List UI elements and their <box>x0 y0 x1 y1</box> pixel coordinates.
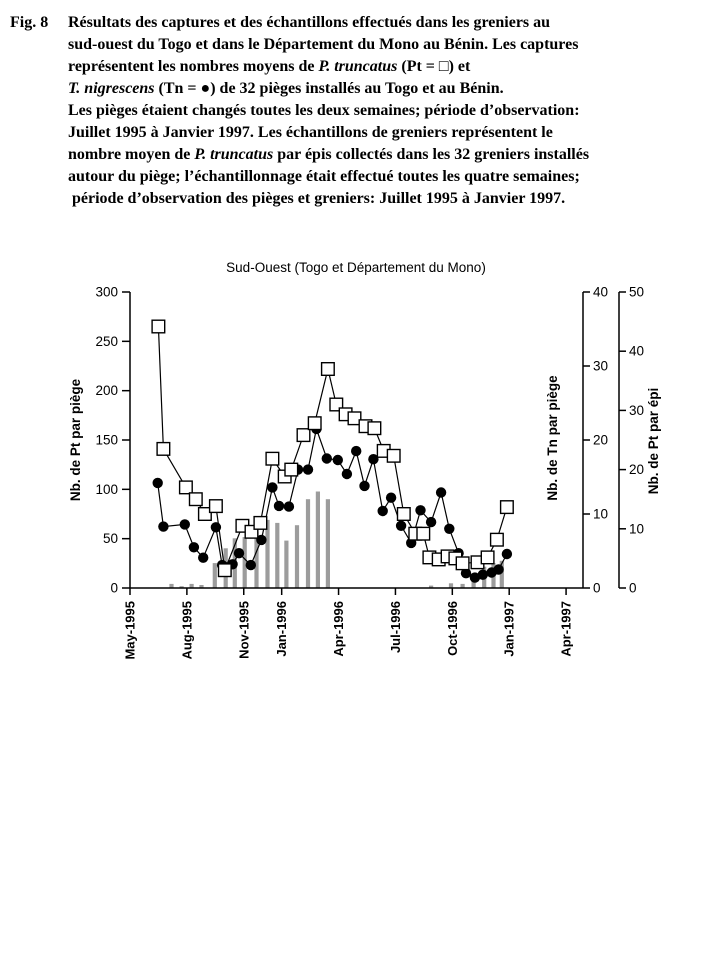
tn-point <box>493 564 503 574</box>
tn-point <box>274 501 284 511</box>
tn-point <box>378 506 388 516</box>
epi-axis-tick-label: 0 <box>629 580 637 596</box>
tn-point <box>342 469 352 479</box>
bar-pt-par-epi <box>243 537 247 588</box>
x-axis-tick-label: Jan-1996 <box>274 601 290 657</box>
caption-line: autour du piège; l’échantillonnage était effectué toutes les quatre semaines; <box>68 168 580 185</box>
pt-point <box>190 493 203 506</box>
pt-point <box>456 557 469 570</box>
tn-point <box>303 464 313 474</box>
tn-point <box>267 482 277 492</box>
bar-pt-par-epi <box>265 520 269 588</box>
bar-pt-par-epi <box>326 499 330 588</box>
caption-line: sud-ouest du Togo et dans le Département du Mono au Bénin. Les captures <box>68 36 579 53</box>
pt-point <box>210 500 223 513</box>
x-axis-tick-label: Oct-1996 <box>444 601 460 656</box>
epi-axis-tick-label: 10 <box>629 521 645 537</box>
tn-point <box>444 524 454 534</box>
x-axis-tick-label: Jul-1996 <box>387 601 403 654</box>
pt-point <box>501 501 514 514</box>
tn-point <box>198 553 208 563</box>
pt-point <box>180 481 193 494</box>
figure-label: Fig. 8 <box>10 14 49 31</box>
pt-point <box>308 417 321 430</box>
tn-axis-tick-label: 20 <box>593 432 609 448</box>
tn-point <box>180 519 190 529</box>
left-axis-tick-label: 150 <box>95 432 118 448</box>
pt-point <box>219 564 232 577</box>
x-axis-tick-label: Nov-1995 <box>236 601 252 659</box>
tn-point <box>502 549 512 559</box>
pt-point <box>297 429 310 442</box>
tn-point <box>333 455 343 465</box>
caption-line: nombre moyen de P. truncatus par épis collectés dans les 32 greniers installés <box>68 146 590 163</box>
left-axis-tick-label: 50 <box>102 531 118 547</box>
bar-pt-par-epi <box>275 523 279 588</box>
tn-point <box>322 453 332 463</box>
tn-point <box>158 521 168 531</box>
caption-line: Résultats des captures et des échantillons effectués dans les greniers au <box>68 14 551 31</box>
x-axis-tick-label: May-1995 <box>122 601 138 660</box>
bar-pt-par-epi <box>213 563 217 588</box>
pt-point <box>157 443 170 456</box>
epi-axis-title: Nb. de Pt par épi <box>646 387 661 495</box>
pt-point <box>491 533 504 546</box>
epi-axis-tick-label: 50 <box>629 284 645 300</box>
tn-point <box>284 501 294 511</box>
tn-point <box>436 487 446 497</box>
bar-pt-par-epi <box>295 525 299 588</box>
pt-point <box>417 527 430 540</box>
pt-series <box>152 320 513 576</box>
tn-point <box>426 517 436 527</box>
x-axis-tick-label: Apr-1997 <box>558 601 574 657</box>
tn-axis-title: Nb. de Tn par piège <box>545 375 560 501</box>
x-axis-tick-label: Jan-1997 <box>501 601 517 657</box>
pt-point <box>387 450 400 463</box>
left-axis-title: Nb. de Pt par piège <box>68 378 83 502</box>
caption-line: T. nigrescens (Tn = ●) de 32 pièges installés au Togo et au Bénin. <box>68 80 504 97</box>
pt-point <box>152 320 165 333</box>
bar-pt-par-epi <box>306 499 310 588</box>
x-axis-tick-label: Aug-1995 <box>179 601 195 660</box>
left-axis-tick-label: 250 <box>95 333 118 349</box>
bar-pt-par-epi <box>284 541 288 588</box>
pt-point <box>398 508 411 521</box>
caption-line: période d’observation des pièges et greniers: Juillet 1995 à Janvier 1997. <box>68 190 566 207</box>
pt-point <box>266 452 279 465</box>
tn-axis-tick-label: 30 <box>593 358 609 374</box>
tn-point <box>415 505 425 515</box>
left-axis-tick-label: 300 <box>95 284 118 300</box>
pt-point <box>481 551 494 564</box>
chart-title: Sud-Ouest (Togo et Département du Mono) <box>226 260 486 275</box>
left-axis-tick-label: 100 <box>95 481 118 497</box>
pt-point <box>254 517 267 530</box>
left-axis-tick-label: 0 <box>110 580 118 596</box>
epi-axis-tick-label: 40 <box>629 343 645 359</box>
tn-point <box>234 548 244 558</box>
tn-point <box>351 446 361 456</box>
caption-line: Juillet 1995 à Janvier 1997. Les échantillons de greniers représentent le <box>68 124 553 141</box>
pt-point <box>368 422 381 435</box>
tn-axis-tick-label: 40 <box>593 284 609 300</box>
tn-axis-tick-label: 0 <box>593 580 601 596</box>
caption-line: Les pièges étaient changés toutes les deux semaines; période d’observation: <box>68 102 580 119</box>
tn-point <box>396 521 406 531</box>
tn-point <box>386 493 396 503</box>
pt-point <box>285 463 298 476</box>
tn-point <box>246 560 256 570</box>
epi-axis-tick-label: 20 <box>629 462 645 478</box>
tn-point <box>153 478 163 488</box>
left-axis-tick-label: 200 <box>95 383 118 399</box>
tn-axis-tick-label: 10 <box>593 506 609 522</box>
tn-point <box>359 481 369 491</box>
epi-axis-tick-label: 30 <box>629 402 645 418</box>
tn-point <box>478 570 488 580</box>
bar-pt-par-epi <box>316 492 320 589</box>
tn-point <box>189 542 199 552</box>
caption-line: représentent les nombres moyens de P. truncatus (Pt = □) et <box>68 58 471 75</box>
x-axis-tick-label: Apr-1996 <box>331 601 347 657</box>
pt-point <box>322 363 335 376</box>
